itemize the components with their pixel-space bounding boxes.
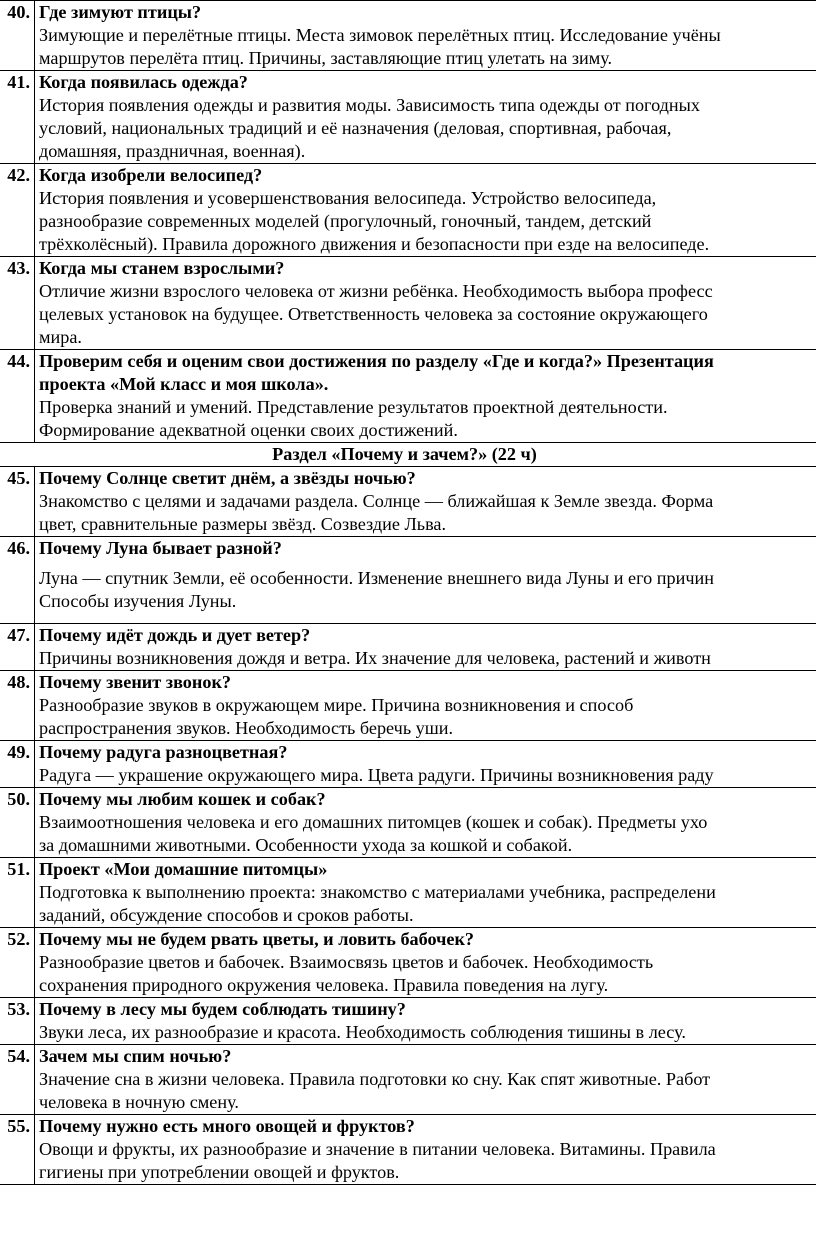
- lesson-content: [35, 1045, 816, 1115]
- lesson-title: Почему Луна бывает разной?: [39, 538, 282, 558]
- lesson-description-line: Овощи и фрукты, их разнообразие и значение в питании человека. Витамины. Правила: [39, 1139, 716, 1159]
- lesson-title: Почему мы не будем рвать цветы, и ловить бабочек?: [39, 929, 475, 949]
- lesson-number: 55.: [0, 1115, 35, 1185]
- lesson-description-line: Луна — спутник Земли, её особенности. Изменение внешнего вида Луны и его причин: [39, 568, 714, 588]
- lesson-number: 46.: [0, 537, 35, 624]
- lesson-description-line: мира.: [39, 327, 82, 347]
- lesson-row: [0, 1115, 816, 1185]
- lesson-title: Где зимуют птицы?: [39, 2, 202, 22]
- lesson-row: [0, 858, 816, 928]
- section-row: [0, 443, 816, 467]
- lesson-description-line: маршрутов перелёта птиц. Причины, заставляющие птиц улетать на зиму.: [39, 48, 613, 68]
- lesson-description-line: Подготовка к выполнению проекта: знакомство с материалами учебника, распределени: [39, 882, 716, 902]
- lesson-description-line: заданий, обсуждение способов и сроков работы.: [39, 905, 414, 925]
- lesson-row: [0, 624, 816, 671]
- lesson-title: Проверим себя и оценим свои достижения по разделу «Где и когда?» Презентация: [39, 351, 714, 371]
- lesson-description-line: гигиены при употреблении овощей и фруктов.: [39, 1162, 400, 1182]
- lesson-row: [0, 928, 816, 998]
- lesson-title: Почему идёт дождь и дует ветер?: [39, 625, 311, 645]
- lesson-row: [0, 788, 816, 858]
- lesson-description-line: человека в ночную смену.: [39, 1092, 239, 1112]
- lesson-content: [35, 624, 816, 671]
- lesson-title: Зачем мы спим ночью?: [39, 1046, 232, 1066]
- lesson-row: [0, 71, 816, 164]
- lesson-number: 40.: [0, 1, 35, 71]
- lesson-description-line: цвет, сравнительные размеры звёзд. Созвездие Льва.: [39, 514, 447, 534]
- lesson-number: 42.: [0, 164, 35, 257]
- lesson-content: [35, 1115, 816, 1185]
- lesson-content: [35, 741, 816, 788]
- lesson-row: [0, 1, 816, 71]
- lesson-content: [35, 1, 816, 71]
- lesson-description-line: целевых установок на будущее. Ответственность человека за состояние окружающего: [39, 304, 708, 324]
- lesson-title: Проект «Мои домашние питомцы»: [39, 859, 328, 879]
- lesson-number: 50.: [0, 788, 35, 858]
- lesson-content: [35, 257, 816, 350]
- lesson-title: Почему звенит звонок?: [39, 672, 232, 692]
- lesson-description-line: Разнообразие звуков в окружающем мире. Причина возникновения и способ: [39, 695, 634, 715]
- lesson-title: Когда появилась одежда?: [39, 72, 248, 92]
- lesson-description-line: Проверка знаний и умений. Представление результатов проектной деятельности.: [39, 397, 668, 417]
- lesson-content: [35, 71, 816, 164]
- lesson-content: [35, 537, 816, 624]
- lesson-description-line: Зимующие и перелётные птицы. Места зимовок перелётных птиц. Исследование учёны: [39, 25, 721, 45]
- lesson-description-line: трёхколёсный). Правила дорожного движения и безопасности при езде на велосипеде.: [39, 234, 710, 254]
- lesson-content: [35, 467, 816, 537]
- lesson-description-line: Взаимоотношения человека и его домашних питомцев (кошек и собак). Предметы ухо: [39, 812, 708, 832]
- lesson-title: Когда мы станем взрослыми?: [39, 258, 285, 278]
- lesson-row: [0, 537, 816, 624]
- lesson-plan-body: [0, 1, 816, 1185]
- lesson-description-line: за домашними животными. Особенности ухода за кошкой и собакой.: [39, 835, 573, 855]
- lesson-row: [0, 671, 816, 741]
- lesson-number: 48.: [0, 671, 35, 741]
- section-heading: Раздел «Почему и зачем?» (22 ч): [0, 443, 816, 467]
- lesson-description-line: разнообразие современных моделей (прогулочный, гоночный, тандем, детский: [39, 211, 652, 231]
- lesson-content: [35, 998, 816, 1045]
- lesson-description-line: сохранения природного окружения человека. Правила поведения на лугу.: [39, 975, 609, 995]
- lesson-title: Почему в лесу мы будем соблюдать тишину?: [39, 999, 406, 1019]
- lesson-title: Почему Солнце светит днём, а звёзды ночью?: [39, 468, 416, 488]
- lesson-title: Почему мы любим кошек и собак?: [39, 789, 326, 809]
- lesson-content: [35, 788, 816, 858]
- lesson-description-line: Формирование адекватной оценки своих достижений.: [39, 420, 458, 440]
- lesson-description-line: домашняя, праздничная, военная).: [39, 141, 306, 161]
- lesson-number: 45.: [0, 467, 35, 537]
- lesson-content: [35, 928, 816, 998]
- lesson-description-line: История появления и усовершенствования велосипеда. Устройство велосипеда,: [39, 188, 657, 208]
- lesson-row: [0, 164, 816, 257]
- lesson-description-line: Значение сна в жизни человека. Правила подготовки ко сну. Как спят животные. Работ: [39, 1069, 711, 1089]
- lesson-number: 41.: [0, 71, 35, 164]
- lesson-number: 43.: [0, 257, 35, 350]
- lesson-number: 54.: [0, 1045, 35, 1115]
- lesson-description-line: Радуга — украшение окружающего мира. Цвета радуги. Причины возникновения раду: [39, 765, 714, 785]
- lesson-number: 51.: [0, 858, 35, 928]
- lesson-title: Почему радуга разноцветная?: [39, 742, 288, 762]
- lesson-content: [35, 858, 816, 928]
- spacer: [39, 560, 816, 567]
- lesson-row: [0, 467, 816, 537]
- lesson-description-line: Разнообразие цветов и бабочек. Взаимосвязь цветов и бабочек. Необходимость: [39, 952, 654, 972]
- lesson-description-line: Причины возникновения дождя и ветра. Их значение для человека, растений и животн: [39, 648, 711, 668]
- lesson-row: [0, 350, 816, 443]
- lesson-description-line: Отличие жизни взрослого человека от жизни ребёнка. Необходимость выбора професс: [39, 281, 713, 301]
- lesson-title-continued: проекта «Мой класс и моя школа».: [39, 374, 329, 394]
- lesson-description-line: Способы изучения Луны.: [39, 591, 237, 611]
- lesson-description-line: распространения звуков. Необходимость беречь уши.: [39, 718, 454, 738]
- lesson-number: 53.: [0, 998, 35, 1045]
- lesson-row: [0, 1045, 816, 1115]
- lesson-description-line: История появления одежды и развития моды. Зависимость типа одежды от погодных: [39, 95, 700, 115]
- lesson-content: [35, 350, 816, 443]
- lesson-row: [0, 741, 816, 788]
- lesson-number: 49.: [0, 741, 35, 788]
- lesson-title: Почему нужно есть много овощей и фруктов?: [39, 1116, 415, 1136]
- lesson-row: [0, 257, 816, 350]
- lesson-number: 44.: [0, 350, 35, 443]
- lesson-number: 52.: [0, 928, 35, 998]
- lesson-row: [0, 998, 816, 1045]
- lesson-description-line: условий, национальных традиций и её назначения (деловая, спортивная, рабочая,: [39, 118, 672, 138]
- lesson-number: 47.: [0, 624, 35, 671]
- lesson-content: [35, 164, 816, 257]
- lesson-description-line: Знакомство с целями и задачами раздела. Солнце — ближайшая к Земле звезда. Форма: [39, 491, 714, 511]
- lesson-description-line: Звуки леса, их разнообразие и красота. Необходимость соблюдения тишины в лесу.: [39, 1022, 686, 1042]
- lesson-content: [35, 671, 816, 741]
- lesson-title: Когда изобрели велосипед?: [39, 165, 263, 185]
